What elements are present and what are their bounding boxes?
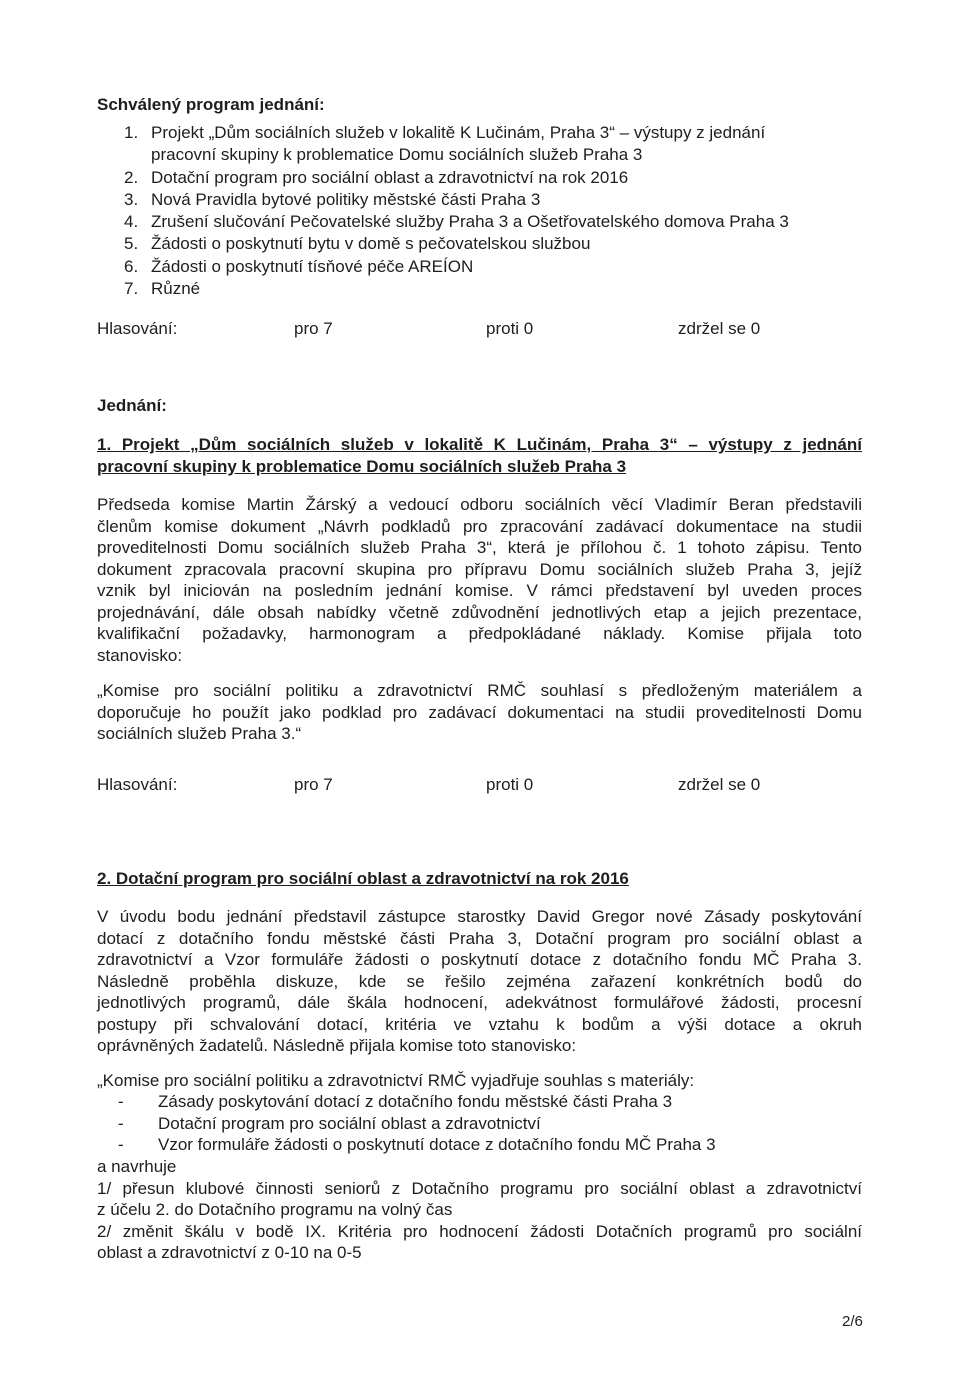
agenda-item-1 <box>124 122 789 144</box>
body-line: kvalifikační požadavky, harmonogram a předpokládané náklady. Komise přijala toto <box>97 624 862 643</box>
body-line: proveditelnosti Domu sociálních služeb Praha 3“, která je přílohou č. 1 tohoto zápisu. Tento <box>97 538 862 557</box>
item1-title-line: 1. Projekt „Dům sociálních služeb v lokalitě K Lučinám, Praha 3“ – výstupy z jednání <box>97 435 862 454</box>
agenda-text: Projekt „Dům sociálních služeb v lokalitě K Lučinám, Praha 3“ – výstupy z jednání <box>151 123 766 142</box>
quote-line: sociálních služeb Praha 3.“ <box>97 724 302 743</box>
item1-title <box>97 434 862 478</box>
list-item <box>118 1134 716 1156</box>
agenda-num: 4. <box>124 212 139 232</box>
list-item-text: Zásady poskytování dotací z dotačního fondu městské části Praha 3 <box>158 1092 673 1111</box>
item1-body <box>97 494 862 666</box>
list-item-text: Dotační program pro sociální oblast a zdravotnictví <box>158 1113 541 1133</box>
body-line: jednotlivých programů, dále škála hodnocení, adekvátnost formulářové žádosti, procesní <box>97 993 862 1012</box>
body-line: stanovisko: <box>97 645 183 665</box>
agenda-text: Žádosti o poskytnutí bytu v domě s pečovatelskou službou <box>151 234 591 254</box>
agenda-num: 1. <box>124 123 139 142</box>
list-item-text: Vzor formuláře žádosti o poskytnutí dotace z dotačního fondu MČ Praha 3 <box>158 1135 716 1154</box>
agenda-item-6 <box>124 256 789 278</box>
quote-line: doporučuje ho použít jako podklad pro zadávací dokumentaci na studii proveditelnosti Domu <box>97 702 862 722</box>
vote-pro: pro 7 <box>294 319 333 338</box>
vote-zdrzel: zdržel se 0 <box>678 775 761 794</box>
dash-bullet: - <box>118 1113 124 1133</box>
proposal-line: oblast a zdravotnictví z 0-10 na 0-5 <box>97 1243 362 1262</box>
program-heading: Schválený program jednání: <box>97 95 325 114</box>
item1-title-line: pracovní skupiny k problematice Domu sociálních služeb Praha 3 <box>97 457 627 476</box>
item2-materials-list <box>118 1091 716 1156</box>
body-line: postupy při schvalování dotací, kritéria ve vztahu k bodům a výši dotace a okruh <box>97 1014 862 1034</box>
vote-result-2 <box>97 775 797 797</box>
agenda-list <box>124 122 789 300</box>
item2-title: 2. Dotační program pro sociální oblast a zdravotnictví na rok 2016 <box>97 869 629 888</box>
list-item <box>118 1113 716 1135</box>
agenda-item-1-cont: pracovní skupiny k problematice Domu sociálních služeb Praha 3 <box>151 145 643 165</box>
agenda-item-7 <box>124 278 789 300</box>
agenda-text: Nová Pravidla bytové politiky městské části Praha 3 <box>151 189 541 209</box>
agenda-num: 5. <box>124 234 139 254</box>
body-line: členům komise dokument „Návrh podkladů pro zpracování zadávací dokumentace na studii <box>97 516 862 536</box>
vote-proti: proti 0 <box>486 319 534 338</box>
quote-line: „Komise pro sociální politiku a zdravotnictví RMČ souhlasí s předloženým materiálem a <box>97 681 862 700</box>
agenda-num: 6. <box>124 256 139 276</box>
body-line: Předseda komise Martin Žárský a vedoucí odboru sociálních věcí Vladimír Beran představili <box>97 495 862 514</box>
agenda-num: 2. <box>124 167 139 187</box>
list-item <box>118 1091 716 1113</box>
body-line: dotací z dotačního fondu městské části Praha 3, Dotační program pro sociální oblast a <box>97 928 862 948</box>
dash-bullet: - <box>118 1092 124 1111</box>
item1-quote <box>97 680 862 745</box>
vote-zdrzel: zdržel se 0 <box>678 319 761 338</box>
body-line: oprávněných žadatelů. Následně přijala komise toto stanovisko: <box>97 1036 577 1055</box>
item2-body <box>97 906 862 1057</box>
body-line: Následně proběhla diskuze, kde se řešilo zejména zařazení konkrétních bodů do <box>97 971 862 991</box>
proposal-line: 1/ přesun klubové činnosti seniorů z Dotačního programu pro sociální oblast a zdravotnictví <box>97 1178 862 1198</box>
vote-label: Hlasování: <box>97 775 178 794</box>
item2-quote-intro: „Komise pro sociální politiku a zdravotnictví RMČ vyjadřuje souhlas s materiály: <box>97 1071 695 1090</box>
page-number: 2/6 <box>842 1313 863 1330</box>
agenda-text: Různé <box>151 279 201 299</box>
body-line: V úvodu bodu jednání představil zástupce starostky David Gregor nové Zásady poskytování <box>97 907 862 926</box>
agenda-text: Zrušení slučování Pečovatelské služby Praha 3 a Ošetřovatelského domova Praha 3 <box>151 212 789 232</box>
body-line: zdravotnictví a Vzor formuláře žádosti o poskytnutí dotace z dotačního fondu MČ Praha 3. <box>97 950 862 969</box>
body-line: dokument zpracovala pracovní skupina pro přípravu Domu sociálních služeb Praha 3, jejíž <box>97 559 862 579</box>
dash-bullet: - <box>118 1135 124 1154</box>
item2-proposals <box>97 1156 862 1264</box>
agenda-text: Žádosti o poskytnutí tísňové péče AREÍON <box>151 256 474 276</box>
agenda-num: 3. <box>124 189 139 209</box>
navrhuje-line: a navrhuje <box>97 1157 177 1176</box>
agenda-num: 7. <box>124 279 139 299</box>
agenda-item-3 <box>124 189 789 211</box>
proposal-line: 2/ změnit škálu v bodě IX. Kritéria pro hodnocení žádosti Dotačních programů pro sociální <box>97 1221 862 1241</box>
agenda-text: Dotační program pro sociální oblast a zdravotnictví na rok 2016 <box>151 167 629 187</box>
body-line: vznik byl iniciován na posledním jednání komise. V rámci představení byl uveden proces <box>97 581 862 600</box>
agenda-item-4 <box>124 211 789 233</box>
agenda-item-2 <box>124 167 789 189</box>
proposal-line: z účelu 2. do Dotačního programu na volný čas <box>97 1200 453 1219</box>
body-line: projednávání, dále obsah nabídky včetně zdůvodnění jednotlivých etap a jejich prezentace, <box>97 602 862 622</box>
vote-pro: pro 7 <box>294 775 333 794</box>
vote-label: Hlasování: <box>97 319 178 338</box>
jednani-heading: Jednání: <box>97 396 167 415</box>
agenda-item-5 <box>124 233 789 255</box>
vote-proti: proti 0 <box>486 775 534 794</box>
vote-result-1 <box>97 319 797 341</box>
